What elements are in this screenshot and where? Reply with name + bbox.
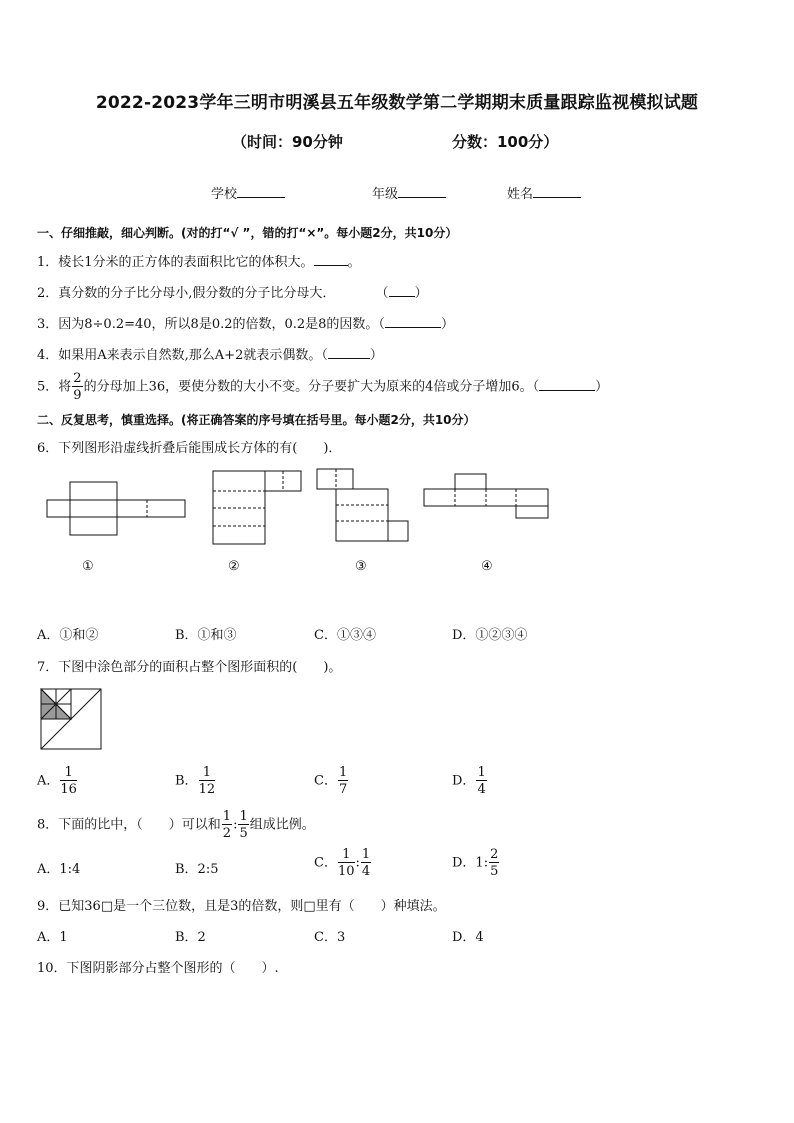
section1-heading: 一、仔细推敲，细心判断。(对的打“√ ”，错的打“×”。每小题2分，共10分） <box>37 226 458 240</box>
fraction-denominator: 12 <box>198 782 216 797</box>
q8-option-c-fraction-1 <box>338 848 355 878</box>
q7-option-a-letter: A． <box>37 773 60 789</box>
q7-option-d-fraction <box>476 766 486 796</box>
school-label: 学校 <box>211 187 238 202</box>
question-8-text-b: 组成比例。 <box>249 817 315 833</box>
fraction-numerator: 2 <box>73 371 82 386</box>
q9-option-a[interactable]: A．1 <box>37 930 68 945</box>
ratio-colon: : <box>233 817 238 833</box>
fraction-numerator: 2 <box>490 847 499 862</box>
exam-time: （时间：90分钟 <box>232 133 343 151</box>
section2-heading: 二、反复思考，慎重选择。(将正确答案的序号填在括号里。每小题2分，共10分） <box>37 413 476 427</box>
q7-option-c-fraction <box>338 766 348 796</box>
q7-option-c[interactable] <box>314 766 349 796</box>
fraction-denominator: 9 <box>73 388 82 403</box>
question-5-close: ） <box>595 379 609 395</box>
exam-score: 分数：100分） <box>452 133 559 151</box>
q7-option-c-letter: C． <box>314 773 337 789</box>
question-2-paren-close: ） <box>414 286 428 301</box>
figure-label-4: ④ <box>481 559 493 574</box>
q8-option-c-letter: C． <box>314 855 337 871</box>
q6-option-d[interactable]: D．①②③④ <box>452 628 528 643</box>
question-2-paren-open: （ <box>375 286 389 301</box>
question-9: 9．已知36□是一个三位数，且是3的倍数，则□里有（ ）种填法。 <box>37 899 446 914</box>
fraction-numerator: 1 <box>239 809 248 824</box>
ratio-colon: : <box>355 855 360 871</box>
fraction-denominator: 10 <box>337 864 355 879</box>
page-title: 2022-2023学年三明市明溪县五年级数学第二学期期末质量跟踪监视模拟试题 <box>95 93 699 113</box>
figure-label-3: ③ <box>355 559 367 574</box>
question-8 <box>37 810 315 840</box>
q9-option-b[interactable]: B．2 <box>175 930 206 945</box>
q9-option-d[interactable]: D．4 <box>452 930 484 945</box>
question-8-text-a: 8．下面的比中，（ ）可以和 <box>37 817 221 833</box>
figure-label-2: ② <box>228 559 240 574</box>
q8-option-b[interactable]: B．2:5 <box>175 862 219 877</box>
q8-option-a[interactable]: A．1:4 <box>37 862 81 877</box>
fraction-numerator: 1 <box>338 848 355 863</box>
fraction-numerator: 1 <box>338 765 348 780</box>
question-2-text: 2．真分数的分子比分母小,假分数的分子比分母大． <box>37 286 336 301</box>
fraction-numerator: 1 <box>361 847 371 862</box>
q8-option-c-fraction-2 <box>361 848 371 878</box>
question-6: 6．下列图形沿虚线折叠后能围成长方体的有( )． <box>37 441 342 456</box>
fraction-denominator: 5 <box>490 864 499 879</box>
fraction-denominator: 4 <box>361 864 371 879</box>
q7-option-a[interactable] <box>37 766 78 796</box>
fraction-denominator: 16 <box>60 782 77 797</box>
q7-option-b-letter: B． <box>175 773 198 789</box>
fraction-numerator: 1 <box>477 765 486 780</box>
q7-option-b[interactable] <box>175 766 216 796</box>
q6-option-a[interactable]: A．①和② <box>37 628 99 643</box>
fraction-denominator: 2 <box>222 826 232 841</box>
question-4-text: 4．如果用A来表示自然数,那么A+2就表示偶数。（ <box>37 348 328 363</box>
name-label: 姓名 <box>507 187 534 202</box>
question-3-text: 3．因为8÷0.2=40，所以8是0.2的倍数，0.2是8的因数。（ <box>37 317 385 332</box>
fraction-denominator: 5 <box>239 826 248 841</box>
question-5-text-b: 的分母加上36，要使分数的大小不变。分子要扩大为原来的4倍或分子增加6。（ <box>83 379 540 395</box>
question-3-close: ） <box>440 317 454 332</box>
question-8-fraction-2 <box>238 810 248 840</box>
q8-option-d-letter: D．1: <box>452 855 489 871</box>
q8-option-d[interactable] <box>452 848 500 878</box>
fraction-numerator: 1 <box>60 766 77 781</box>
q6-option-b[interactable]: B．①和③ <box>175 628 237 643</box>
q9-option-c[interactable]: C．3 <box>314 930 346 945</box>
question-4-close: ） <box>369 348 383 363</box>
fraction-denominator: 4 <box>477 782 486 797</box>
q6-option-c[interactable]: C．①③④ <box>314 628 376 643</box>
q7-option-d[interactable] <box>452 766 488 796</box>
fraction-numerator: 1 <box>222 809 232 824</box>
q8-option-c[interactable] <box>314 848 372 878</box>
question-1-end: 。 <box>347 255 361 270</box>
fraction-denominator: 7 <box>338 782 348 797</box>
question-1-text: 1．棱长1分米的正方体的表面积比它的体积大。 <box>37 255 314 270</box>
q7-option-b-fraction <box>199 766 216 796</box>
question-7: 7．下图中涂色部分的面积占整个图形面积的( )。 <box>37 660 342 675</box>
question-10: 10．下图阴影部分占整个图形的（ ）. <box>37 961 279 976</box>
q7-option-a-fraction <box>60 766 77 796</box>
question-5-text-a: 5．将 <box>37 379 72 395</box>
question-8-fraction-1 <box>222 810 232 840</box>
grade-label: 年级 <box>372 187 399 202</box>
figure-label-1: ① <box>82 559 94 574</box>
q8-option-d-fraction <box>489 848 499 878</box>
fraction-numerator: 1 <box>199 766 216 781</box>
q7-option-d-letter: D． <box>452 773 476 789</box>
